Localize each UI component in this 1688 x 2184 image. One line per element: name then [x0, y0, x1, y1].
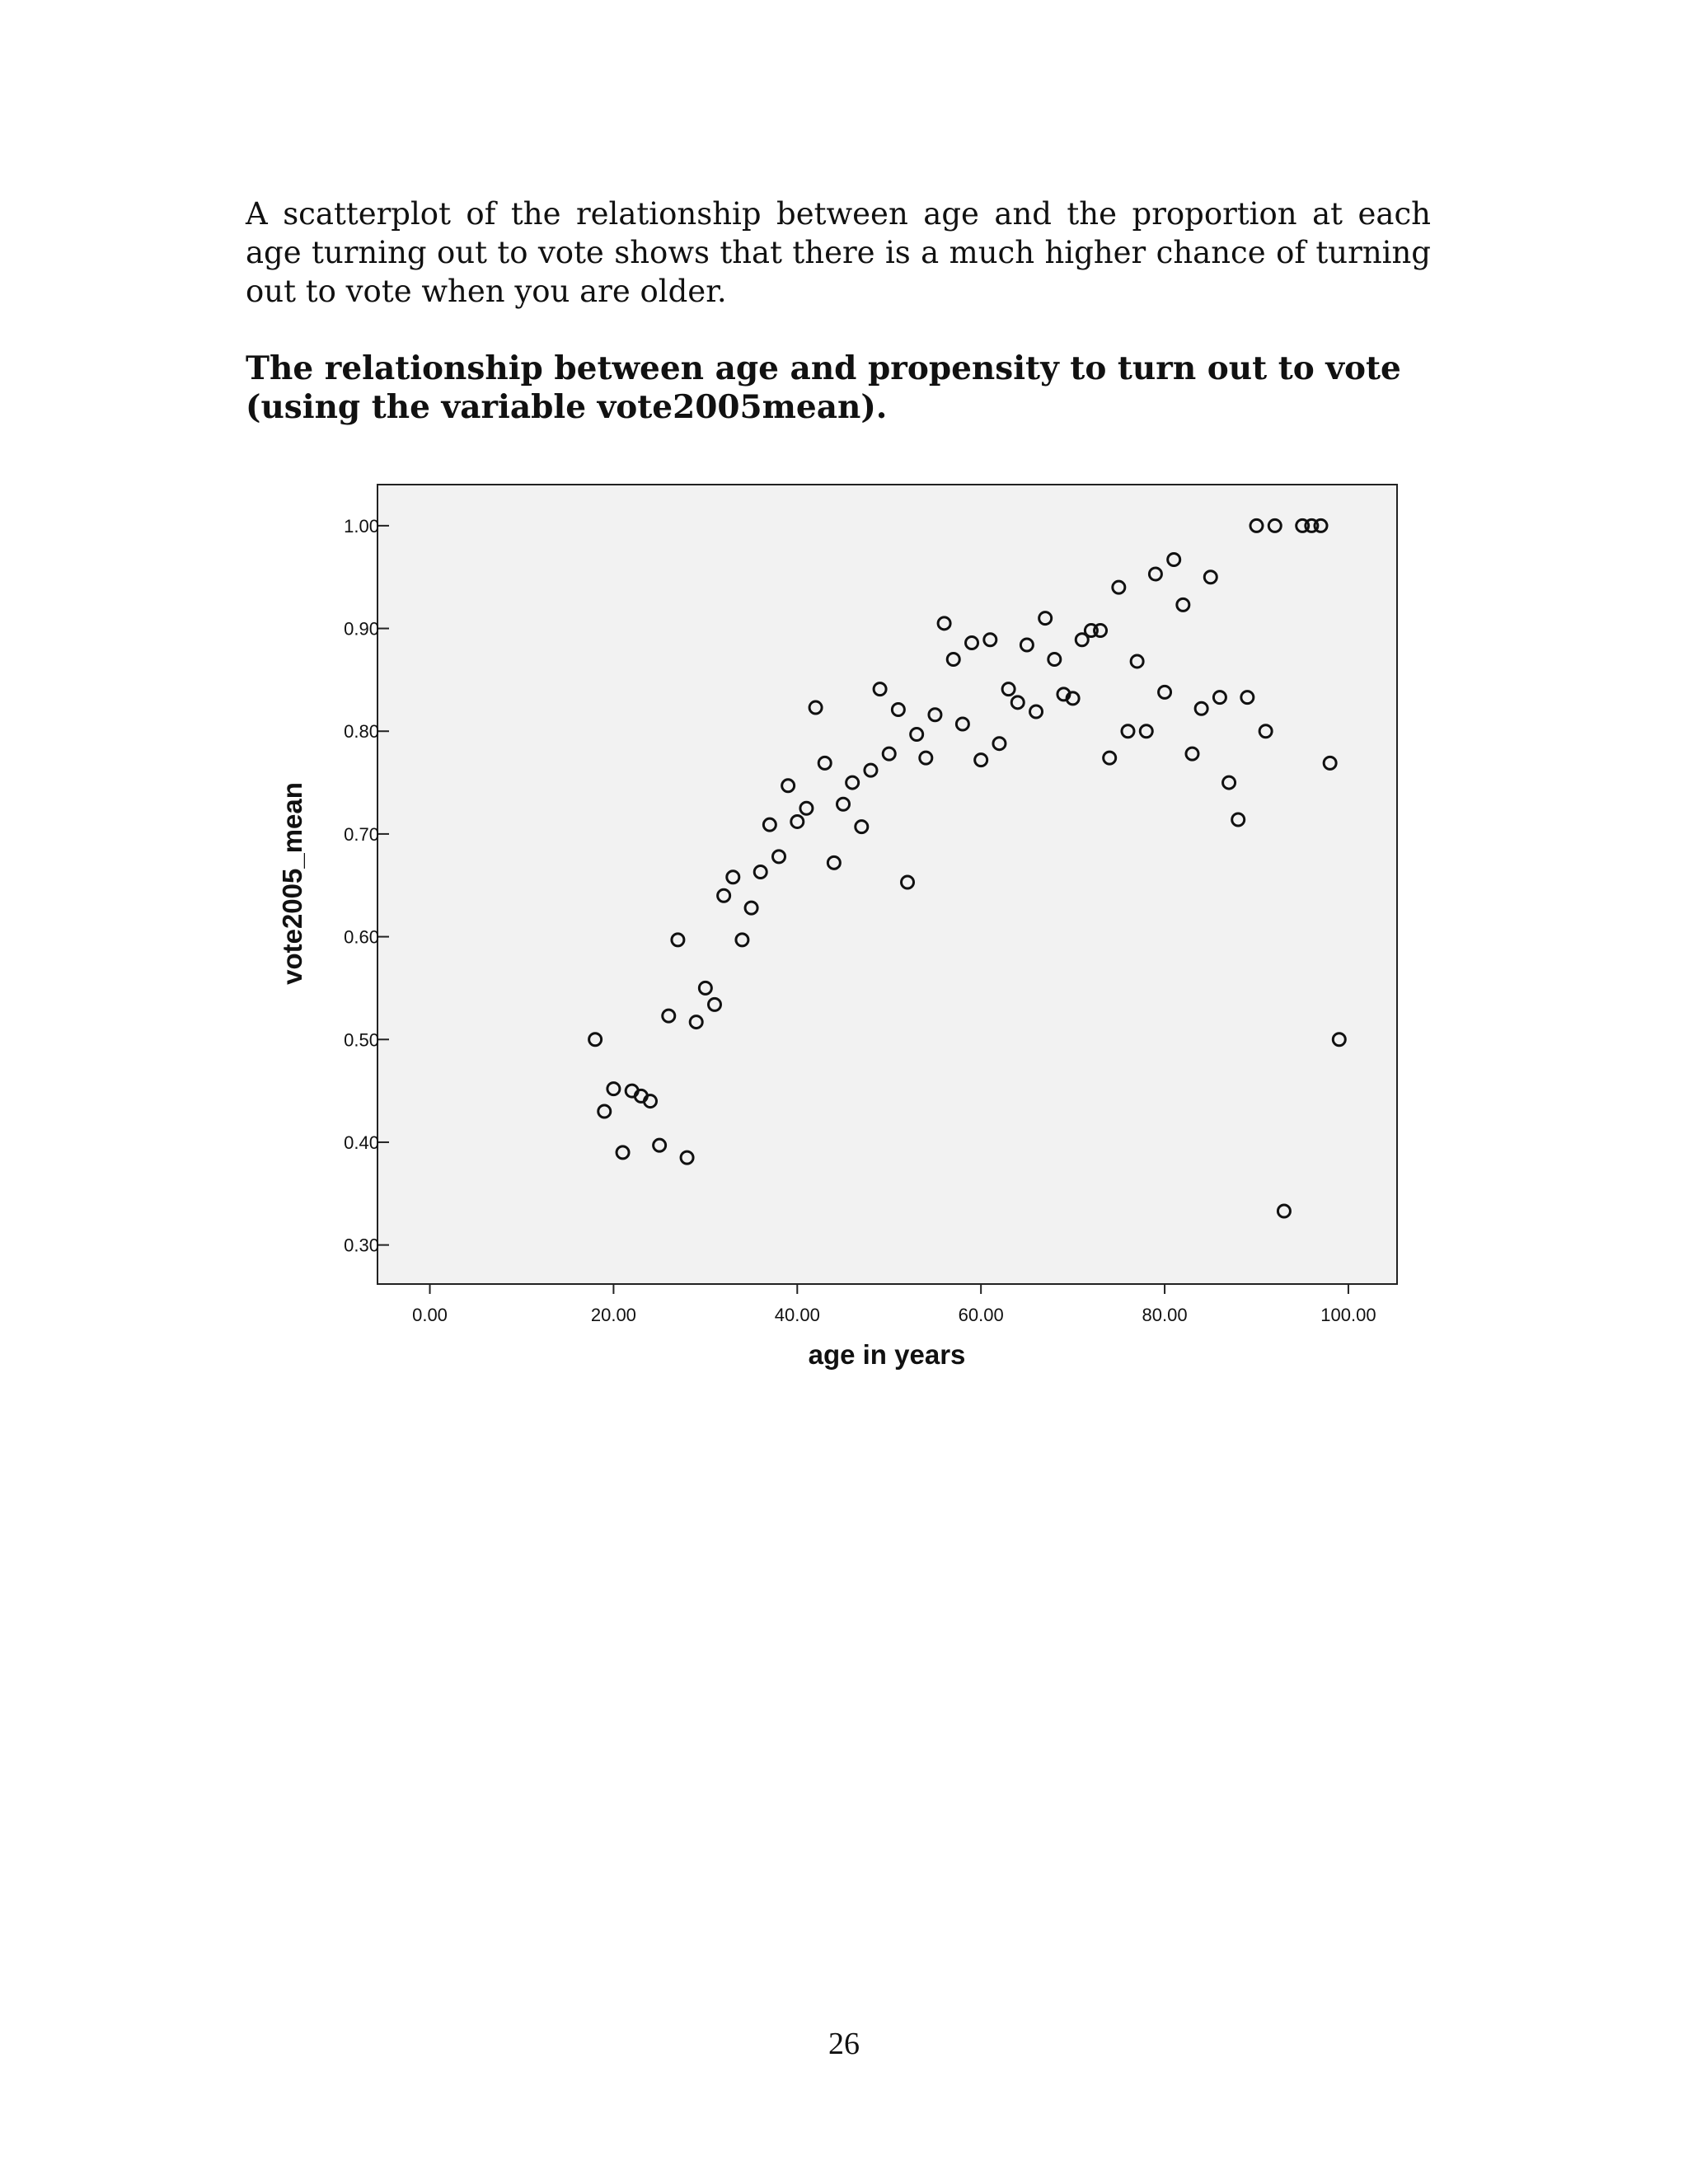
x-tick-label: 40.00 — [774, 1305, 820, 1325]
intro-paragraph: A scatterplot of the relationship between age and the proportion at each age turning out to vote shows that there is a much higher chance of turning out to vote when you are older. — [246, 196, 1431, 309]
y-tick-label: 0.30 — [344, 1235, 379, 1256]
y-tick-label: 0.50 — [344, 1029, 379, 1051]
x-tick-label: 80.00 — [1142, 1305, 1188, 1325]
x-tick-label: 0.00 — [412, 1305, 448, 1325]
y-tick-label: 0.40 — [344, 1132, 379, 1153]
y-axis-label: vote2005_mean — [277, 782, 307, 985]
y-tick-label: 0.80 — [344, 721, 379, 743]
x-tick-label: 100.00 — [1320, 1305, 1376, 1325]
y-tick-label: 1.00 — [344, 515, 379, 537]
x-tick-label: 60.00 — [958, 1305, 1004, 1325]
page-number: 26 — [828, 2027, 860, 2061]
plot-area — [377, 485, 1397, 1284]
y-tick-label: 0.70 — [344, 823, 379, 845]
y-tick-label: 0.60 — [344, 926, 379, 948]
figure-title-line-1: The relationship between age and propensity to turn out to vote — [246, 349, 1401, 387]
figure-title-line-2: (using the variable vote2005mean). — [246, 388, 888, 426]
x-axis-label: age in years — [808, 1339, 966, 1370]
y-tick-label: 0.90 — [344, 618, 379, 640]
x-tick-label: 20.00 — [590, 1305, 636, 1325]
x-axis — [412, 1284, 1376, 1325]
